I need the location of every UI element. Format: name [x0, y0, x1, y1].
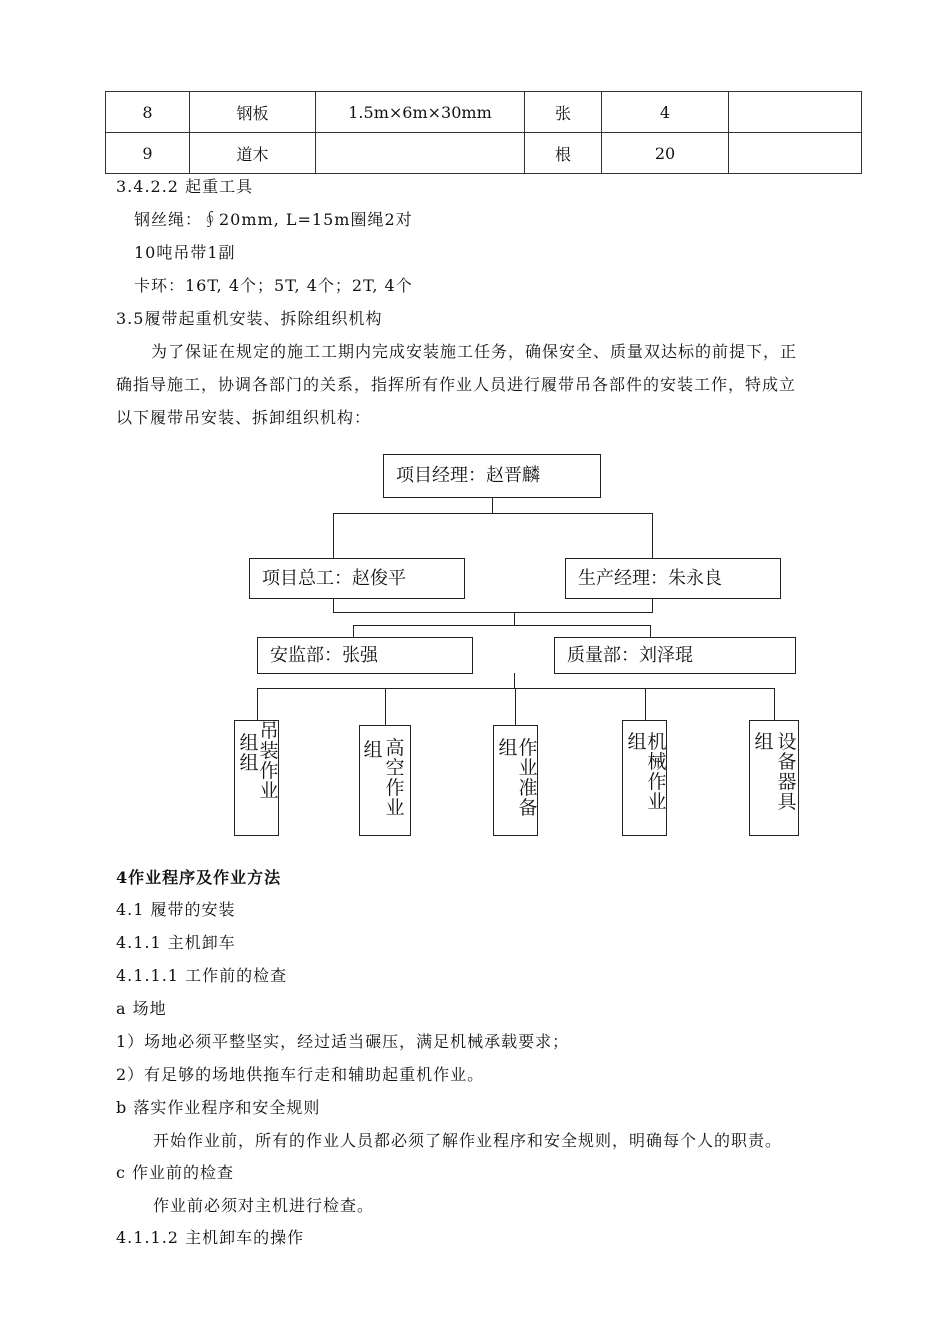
production-manager-label: 生产经理：朱永良 [578, 567, 722, 589]
section-4-1-1: 4.1.1 主机卸车 [116, 933, 236, 952]
quality-dept-label: 质量部：刘泽琨 [567, 644, 693, 666]
group-label-right: 作 业 准 备 [518, 737, 538, 819]
item-a: a 场地 [116, 999, 167, 1018]
org-heading: 3.5履带起重机安装、拆除组织机构 [116, 309, 383, 328]
section-4-1: 4.1 履带的安装 [116, 900, 236, 919]
safety-dept-box [257, 637, 473, 674]
group-box-aerial [359, 725, 411, 836]
cell-note [729, 92, 862, 133]
connector-line [257, 688, 258, 720]
item-c: c 作业前的检查 [116, 1163, 235, 1182]
cell-unit: 根 [525, 133, 602, 174]
sling-text: 10吨吊带1副 [134, 243, 236, 262]
connector-line [353, 625, 354, 637]
connector-line [333, 598, 334, 612]
connector-line [515, 688, 516, 725]
production-manager-box [565, 558, 781, 599]
item-b: b 落实作业程序和安全规则 [116, 1098, 321, 1117]
group-box-preparation [493, 725, 538, 836]
manager-label: 项目经理：赵晋麟 [396, 465, 540, 486]
connector-line [353, 625, 651, 626]
cell-no: 8 [106, 92, 190, 133]
org-paragraph-line2: 确指导施工，协调各部门的关系，指挥所有作业人员进行履带吊各部件的安装工作，特成立 [116, 375, 797, 394]
wire-rope-text: 钢丝绳：∮20mm, L=15m圈绳2对 [134, 210, 413, 229]
group-label-left: 组 [754, 731, 774, 753]
group-label-right: 设 备 器 具 [777, 731, 797, 813]
group-box-lifting [234, 720, 279, 836]
connector-line [333, 513, 653, 514]
connector-line [514, 673, 515, 688]
manager-box [383, 454, 601, 498]
group-label-right: 机 械 作 业 [647, 731, 667, 813]
cell-qty: 4 [602, 92, 729, 133]
group-label-left: 组 组 [239, 732, 259, 774]
chief-engineer-box [249, 558, 465, 599]
cell-unit: 张 [525, 92, 602, 133]
cell-spec [316, 133, 525, 174]
shackle-text: 卡环：16T, 4个；5T, 4个；2T, 4个 [134, 276, 413, 295]
table-row [106, 133, 862, 174]
group-label-left: 组 [498, 737, 518, 759]
connector-line [333, 612, 653, 613]
group-box-machinery [622, 720, 667, 836]
cell-qty: 20 [602, 133, 729, 174]
cell-note [729, 133, 862, 174]
section-4-1-1-2: 4.1.1.2 主机卸车的操作 [116, 1228, 305, 1247]
cell-no: 9 [106, 133, 190, 174]
connector-line [385, 688, 386, 725]
connector-line [514, 612, 515, 625]
section-4-1-1-1: 4.1.1.1 工作前的检查 [116, 966, 288, 985]
group-box-equipment [749, 720, 799, 836]
group-label-right: 高 空 作 业 [385, 737, 405, 819]
materials-table [105, 91, 862, 174]
cell-name: 道木 [190, 133, 316, 174]
cell-spec: 1.5m×6m×30mm [316, 92, 525, 133]
rigging-heading: 3.4.2.2 起重工具 [116, 177, 254, 196]
group-label-left: 组 [627, 731, 647, 753]
item-a2: 2）有足够的场地供拖车行走和辅助起重机作业。 [116, 1065, 485, 1084]
connector-line [652, 598, 653, 612]
org-paragraph-line1: 为了保证在规定的施工工期内完成安装施工任务，确保安全、质量双达标的前提下，正 [151, 342, 798, 361]
safety-dept-label: 安监部：张强 [270, 644, 378, 666]
cell-name: 钢板 [190, 92, 316, 133]
connector-line [645, 688, 646, 720]
item-b-text: 开始作业前，所有的作业人员都必须了解作业程序和安全规则，明确每个人的职责。 [153, 1131, 783, 1150]
chief-engineer-label: 项目总工：赵俊平 [262, 567, 406, 589]
connector-line [652, 513, 653, 558]
section4-title: 4作业程序及作业方法 [116, 868, 282, 887]
group-label-right: 吊 装 作 业 [259, 720, 279, 802]
connector-line [257, 688, 775, 689]
connector-line [774, 688, 775, 720]
connector-line [650, 625, 651, 637]
quality-dept-box [554, 637, 796, 674]
table-row [106, 92, 862, 133]
connector-line [492, 497, 493, 513]
connector-line [333, 513, 334, 558]
item-a1: 1）场地必须平整坚实，经过适当碾压，满足机械承载要求； [116, 1032, 570, 1051]
org-paragraph-line3: 以下履带吊安装、拆卸组织机构： [116, 408, 372, 427]
item-c-text: 作业前必须对主机进行检查。 [153, 1196, 375, 1215]
group-label-left: 组 [363, 739, 383, 761]
